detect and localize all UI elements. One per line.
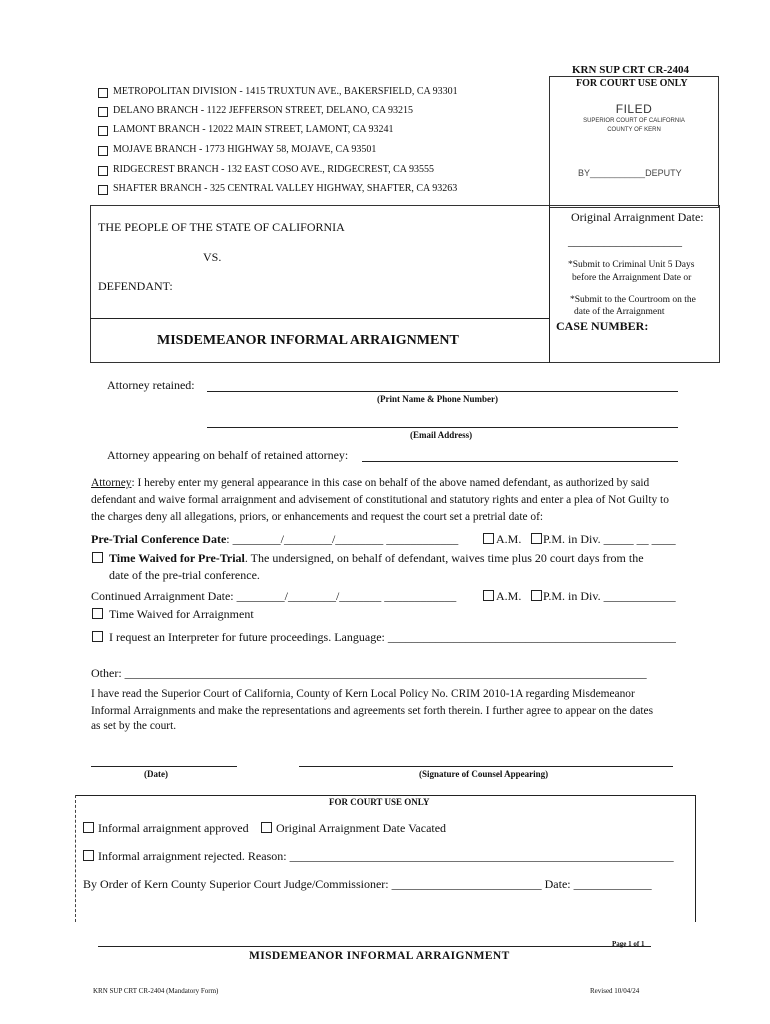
people-label: THE PEOPLE OF THE STATE OF CALIFORNIA xyxy=(98,220,345,234)
attorney-retained-label: Attorney retained: xyxy=(107,378,195,392)
note-courtroom: *Submit to the Courtroom on the xyxy=(570,295,696,305)
continued-pm-checkbox[interactable] xyxy=(531,590,542,601)
pretrial-am-label: A.M. xyxy=(496,532,522,546)
branch-checkbox[interactable] xyxy=(98,185,108,195)
note-criminal-unit: *Submit to Criminal Unit 5 Days xyxy=(568,260,695,270)
defendant-label: DEFENDANT: xyxy=(98,279,173,293)
filed-county: COUNTY OF KERN xyxy=(607,127,661,133)
pretrial-label: Pre-Trial Conference Date xyxy=(91,532,227,546)
filed-label: FILED xyxy=(615,102,653,116)
other-field[interactable]: Other: _______________________________________________________________________________________ xyxy=(91,666,647,680)
continued-am-checkbox[interactable] xyxy=(483,590,494,601)
interpreter-checkbox[interactable] xyxy=(92,631,103,642)
court-box-left xyxy=(75,795,76,922)
approved-label: Informal arraignment approved xyxy=(98,821,249,835)
court-use-header: FOR COURT USE ONLY xyxy=(576,78,688,89)
branch-label: MOJAVE BRANCH - 1773 HIGHWAY 58, MOJAVE, CA 93501 xyxy=(113,144,377,155)
appearing-attorney-field[interactable] xyxy=(362,461,678,462)
time-waived-pretrial-label: Time Waived for Pre-Trial xyxy=(109,551,245,565)
continued-pm-div: P.M. in Div. ____________ xyxy=(543,589,676,603)
attorney-word: Attorney xyxy=(91,477,132,489)
original-arraignment-field[interactable]: ___________________ xyxy=(568,234,682,248)
attorney-retained-field[interactable] xyxy=(207,391,678,392)
counsel-caption: (Signature of Counsel Appearing) xyxy=(419,769,549,779)
time-waived-pretrial-text: . The undersigned, on behalf of defendant, waives time plus 20 court days from the xyxy=(244,551,644,565)
body-line-3: the charges deny all allegations, priors, or enhancements and request the court set a pretrial date of: xyxy=(91,511,544,523)
footer-rule xyxy=(98,946,651,947)
body-text-1: : I hereby enter my general appearance in this case on behalf of the above named defendant, as authorized by said xyxy=(131,477,650,489)
filed-court: SUPERIOR COURT OF CALIFORNIA xyxy=(583,118,685,124)
page-title: MISDEMEANOR INFORMAL ARRAIGNMENT xyxy=(157,333,459,348)
caption-divider xyxy=(549,205,550,363)
date-signature-line[interactable] xyxy=(91,766,237,767)
email-field[interactable] xyxy=(207,427,678,428)
branch-checkbox[interactable] xyxy=(98,126,108,136)
branch-label: LAMONT BRANCH - 12022 MAIN STREET, LAMONT, CA 93241 xyxy=(113,124,394,135)
pretrial-row xyxy=(91,532,458,547)
vacated-checkbox[interactable] xyxy=(261,822,272,833)
branch-checkbox[interactable] xyxy=(98,88,108,98)
date-caption: (Date) xyxy=(144,769,168,779)
footer-revised: Revised 10/04/24 xyxy=(590,987,640,995)
caption-title-divider xyxy=(90,318,549,319)
counsel-signature-line[interactable] xyxy=(299,766,673,767)
body-line-2: defendant and waive formal arraignment and advisement of constitutional and statutory rights and enter a plea of Not Guilty to xyxy=(91,494,669,506)
policy-line-2: Informal Arraignments and make the representations and agreements set forth therein. I further agree to appear on the dates xyxy=(91,705,654,717)
branch-label: SHAFTER BRANCH - 325 CENTRAL VALLEY HIGHWAY, SHAFTER, CA 93263 xyxy=(113,183,458,194)
pretrial-pm-checkbox[interactable] xyxy=(531,533,542,544)
vacated-label: Original Arraignment Date Vacated xyxy=(276,821,447,835)
filed-by-deputy: BY___________DEPUTY xyxy=(578,168,682,178)
court-box-right xyxy=(695,795,696,922)
time-waived-pretrial-checkbox[interactable] xyxy=(92,552,103,563)
pretrial-date-field[interactable]: : ________/________/________ ____________ xyxy=(226,532,459,546)
body-line-1 xyxy=(91,477,649,489)
appearing-attorney-label: Attorney appearing on behalf of retained attorney: xyxy=(107,448,349,462)
policy-line-3: as set by the court. xyxy=(91,720,177,732)
footer-title: MISDEMEANOR INFORMAL ARRAIGNMENT xyxy=(249,950,510,962)
rejected-field[interactable]: Informal arraignment rejected. Reason: ________________________________________________________________ xyxy=(98,849,674,863)
continued-am-label: A.M. xyxy=(496,589,522,603)
rejected-checkbox[interactable] xyxy=(83,850,94,861)
order-field[interactable]: By Order of Kern County Superior Court Judge/Commissioner: _________________________ Date: _____________ xyxy=(83,877,652,891)
branch-label: RIDGECREST BRANCH - 132 EAST COSO AVE., RIDGECREST, CA 93555 xyxy=(113,164,434,175)
court-box-top xyxy=(75,795,695,796)
time-waived-pretrial-row xyxy=(109,551,644,566)
time-waived-pretrial-text-2: date of the pre-trial conference. xyxy=(109,568,260,582)
pretrial-am-checkbox[interactable] xyxy=(483,533,494,544)
branch-label: DELANO BRANCH - 1122 JEFFERSON STREET, DELANO, CA 93215 xyxy=(113,105,414,116)
filed-stamp-box xyxy=(549,76,719,208)
note-criminal-unit-2: before the Arraignment Date or xyxy=(572,273,692,283)
time-waived-arraignment-checkbox[interactable] xyxy=(92,608,103,619)
case-number-label: CASE NUMBER: xyxy=(556,319,649,333)
form-id: KRN SUP CRT CR-2404 xyxy=(572,64,690,76)
court-box-header: FOR COURT USE ONLY xyxy=(329,797,430,807)
branch-checkbox[interactable] xyxy=(98,107,108,117)
interpreter-field[interactable]: I request an Interpreter for future proceedings. Language: ________________________________________________ xyxy=(109,630,676,644)
original-arraignment-label: Original Arraignment Date: xyxy=(571,210,704,224)
print-name-caption: (Print Name & Phone Number) xyxy=(377,394,498,404)
policy-line-1: I have read the Superior Court of California, County of Kern Local Policy No. CRIM 2010-1A regarding Misdemeanor xyxy=(91,688,635,700)
pretrial-pm-div: P.M. in Div. _____ __ ____ xyxy=(543,532,676,546)
approved-checkbox[interactable] xyxy=(83,822,94,833)
branch-label: METROPOLITAN DIVISION - 1415 TRUXTUN AVE., BAKERSFIELD, CA 93301 xyxy=(113,86,458,97)
footer-form-id: KRN SUP CRT CR-2404 (Mandatory Form) xyxy=(93,987,219,995)
note-courtroom-2: date of the Arraignment xyxy=(574,307,665,317)
page-number: Page 1 of 1 xyxy=(612,940,645,948)
continued-arraignment-field[interactable]: Continued Arraignment Date: ________/________/_______ ____________ xyxy=(91,589,457,603)
email-caption: (Email Address) xyxy=(410,430,473,440)
branch-checkbox[interactable] xyxy=(98,166,108,176)
time-waived-arraignment-label: Time Waived for Arraignment xyxy=(109,607,254,621)
vs-label: VS. xyxy=(203,250,222,264)
branch-checkbox[interactable] xyxy=(98,146,108,156)
